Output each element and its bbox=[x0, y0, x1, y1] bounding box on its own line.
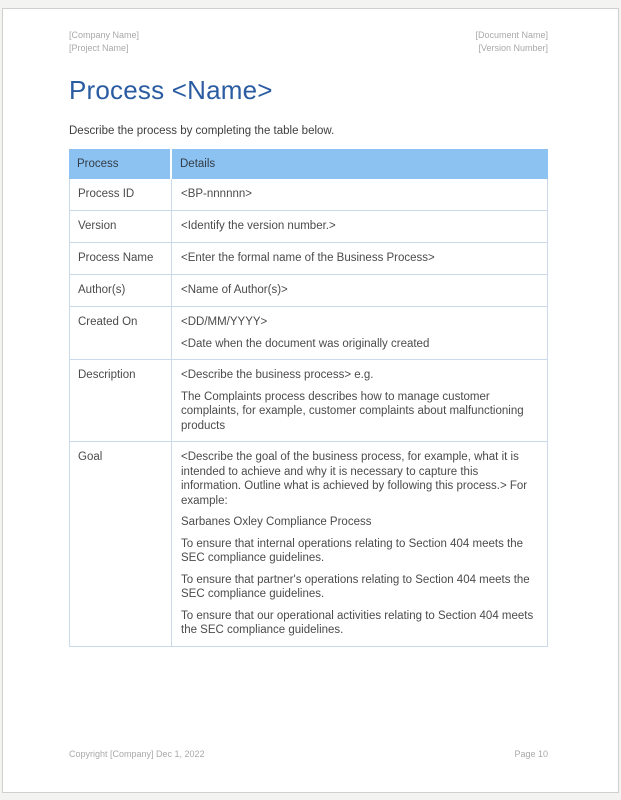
header-left-block bbox=[69, 29, 139, 55]
row-label: Process ID bbox=[70, 179, 172, 210]
row-details bbox=[172, 211, 547, 242]
row-details bbox=[172, 442, 547, 646]
document-header bbox=[69, 29, 548, 55]
document-footer bbox=[69, 749, 548, 759]
table-header-row bbox=[69, 149, 548, 179]
detail-paragraph: <BP-nnnnnn> bbox=[181, 188, 252, 200]
header-right-block bbox=[475, 29, 548, 55]
version-number-placeholder: [Version Number] bbox=[478, 43, 548, 53]
table-row bbox=[70, 179, 547, 211]
table-row bbox=[70, 360, 547, 442]
row-details bbox=[172, 275, 547, 306]
detail-paragraph: <Identify the version number.> bbox=[181, 220, 336, 232]
row-label: Goal bbox=[70, 442, 172, 646]
table-body bbox=[69, 179, 548, 647]
row-details bbox=[172, 179, 547, 210]
page-content bbox=[69, 9, 548, 647]
document-name-placeholder: [Document Name] bbox=[475, 30, 548, 40]
row-details bbox=[172, 243, 547, 274]
row-label: Author(s) bbox=[70, 275, 172, 306]
detail-paragraph: <DD/MM/YYYY> bbox=[181, 316, 268, 328]
page-title: Process <Name> bbox=[69, 75, 273, 105]
row-label: Description bbox=[70, 360, 172, 441]
document-page bbox=[2, 8, 619, 793]
detail-paragraph: <Enter the formal name of the Business Process> bbox=[181, 252, 435, 264]
column-header-details: Details bbox=[180, 158, 216, 170]
detail-paragraph: To ensure that partner's operations relating to Section 404 meets the SEC compliance guidelines. bbox=[181, 573, 530, 600]
row-details bbox=[172, 307, 547, 359]
table-row bbox=[70, 243, 547, 275]
table-row bbox=[70, 442, 547, 646]
detail-paragraph: Sarbanes Oxley Compliance Process bbox=[181, 516, 372, 528]
detail-paragraph: To ensure that our operational activities relating to Section 404 meets the SEC compliance guidelines. bbox=[181, 609, 534, 636]
intro-text: Describe the process by completing the table below. bbox=[69, 125, 335, 137]
detail-paragraph: <Describe the goal of the business process, for example, what it is intended to achieve and why it is necessary to capture this information. Outline what is achieved by following this process.> For example: bbox=[181, 451, 528, 507]
company-name-placeholder: [Company Name] bbox=[69, 30, 140, 40]
detail-paragraph: <Date when the document was originally created bbox=[181, 337, 430, 350]
table-row bbox=[70, 211, 547, 243]
footer-copyright: Copyright [Company] Dec 1, 2022 bbox=[69, 749, 205, 759]
detail-paragraph: To ensure that internal operations relating to Section 404 meets the SEC compliance guidelines. bbox=[181, 537, 524, 564]
row-label: Created On bbox=[70, 307, 172, 359]
detail-paragraph: <Name of Author(s)> bbox=[181, 284, 288, 296]
detail-paragraph: The Complaints process describes how to manage customer complaints, for example, customer complaints about malfunctioning products bbox=[181, 390, 524, 432]
row-label: Process Name bbox=[70, 243, 172, 274]
process-table bbox=[69, 149, 548, 647]
row-details bbox=[172, 360, 547, 441]
column-header-process: Process bbox=[69, 149, 172, 179]
detail-paragraph: <Describe the business process> e.g. bbox=[181, 369, 374, 381]
row-label: Version bbox=[70, 211, 172, 242]
footer-page-number: Page 10 bbox=[514, 749, 548, 759]
table-row bbox=[70, 307, 547, 360]
project-name-placeholder: [Project Name] bbox=[69, 43, 129, 53]
table-row bbox=[70, 275, 547, 307]
